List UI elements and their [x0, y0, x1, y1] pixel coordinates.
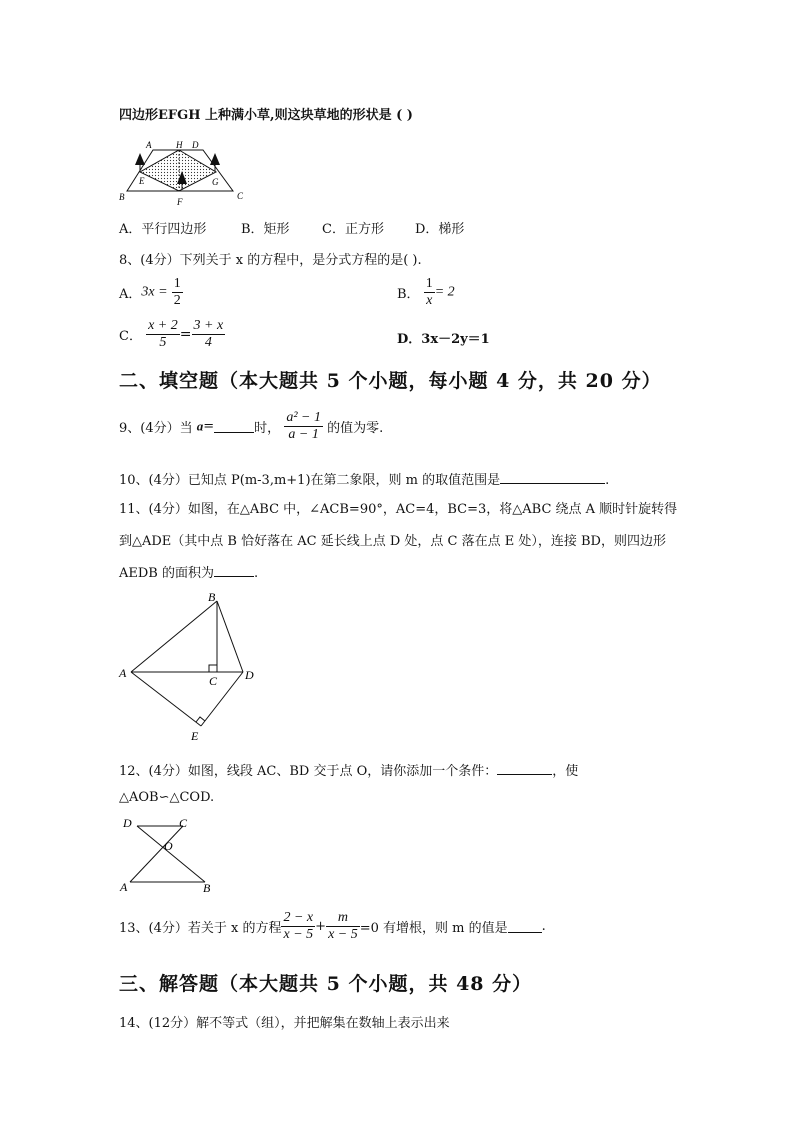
q7-option-c: C．正方形: [322, 222, 384, 237]
q12-figure: [115, 814, 225, 896]
q7-stem: 四边形EFGH 上种满小草,则这块草地的形状是 ( ): [119, 108, 413, 123]
label-C: C: [209, 674, 218, 688]
label-A: A: [119, 666, 127, 680]
label-O: O: [164, 839, 173, 853]
label-D: D: [123, 816, 132, 830]
q11-line1: 11、(4分）如图，在△ABC 中，∠ACB=90°，AC=4，BC=3，将△ABC 绕点 A 顺时针旋转得: [119, 502, 678, 517]
q11-line3: AEDB 的面积为 .: [119, 566, 259, 581]
label-D: D: [245, 668, 254, 682]
q8-option-b: B． $\frac{1}{x}$ = 2: [397, 276, 455, 308]
q8-stem: 8、(4分）下列关于 x 的方程中，是分式方程的是( ).: [119, 253, 422, 268]
q14: 14、(12分）解不等式（组），并把解集在数轴上表示出来: [119, 1016, 450, 1031]
label-B: B: [208, 590, 216, 604]
label-D: D: [192, 140, 199, 150]
q8-option-d: D．3x－2y＝1: [397, 332, 490, 347]
quadrilateral-efgh: [140, 150, 216, 191]
label-C: C: [237, 191, 244, 201]
section3-heading: 三、解答题（本大题共 5 个小题，共 48 分）: [119, 973, 533, 995]
q12-line1: 12、(4分）如图，线段 AC、BD 交于点 O，请你添加一个条件： ，使: [119, 764, 579, 779]
label-C: C: [179, 816, 188, 830]
label-F: F: [177, 197, 183, 207]
right-angle-mark: [209, 665, 217, 672]
q7-option-d: D．梯形: [415, 222, 465, 237]
label-H: H: [176, 140, 183, 150]
label-E: E: [139, 176, 145, 186]
q13: 13、(4分）若关于 x 的方程 $\frac{2 - x}{x - 5}$ + $\frac{m}{x - 5}$ =0 有增根，则 m 的值是 .: [119, 910, 546, 942]
section2-heading: 二、填空题（本大题共 5 个小题，每小题 4 分，共 20 分）: [119, 370, 662, 392]
label-B: B: [119, 192, 125, 202]
q8-option-c: C． $\frac{x + 2}{5}$ = $\frac{3 + x}{4}$: [119, 318, 224, 350]
tree-icon: [135, 153, 145, 165]
label-A: A: [146, 140, 152, 150]
q8-option-a: A．3x = $\frac{1}{2}$: [119, 276, 181, 308]
label-G: G: [212, 177, 219, 187]
right-angle-mark: [196, 717, 205, 722]
q11-figure: [115, 588, 265, 746]
q11-line2: 到△ADE（其中点 B 恰好落在 AC 延长线上点 D 处，点 C 落在点 E 处），连接 BD，则四边形: [119, 534, 666, 549]
q7-figure: [115, 138, 255, 208]
q9: 9、(4分）当 a= 时， $\frac{\text{a² − 1}}{a - 1}$ 的值为零.: [119, 410, 384, 442]
q7-option-a: A．平行四边形: [119, 222, 207, 237]
label-E: E: [191, 729, 199, 743]
q7-option-b: B．矩形: [241, 222, 290, 237]
q12-line2: △AOB∽△COD.: [119, 790, 215, 805]
q10: 10、(4分）已知点 P(m-3,m+1)在第二象限，则 m 的取值范围是 .: [119, 473, 610, 488]
label-A: A: [120, 880, 128, 894]
label-B: B: [203, 881, 211, 895]
tree-icon: [210, 153, 220, 165]
